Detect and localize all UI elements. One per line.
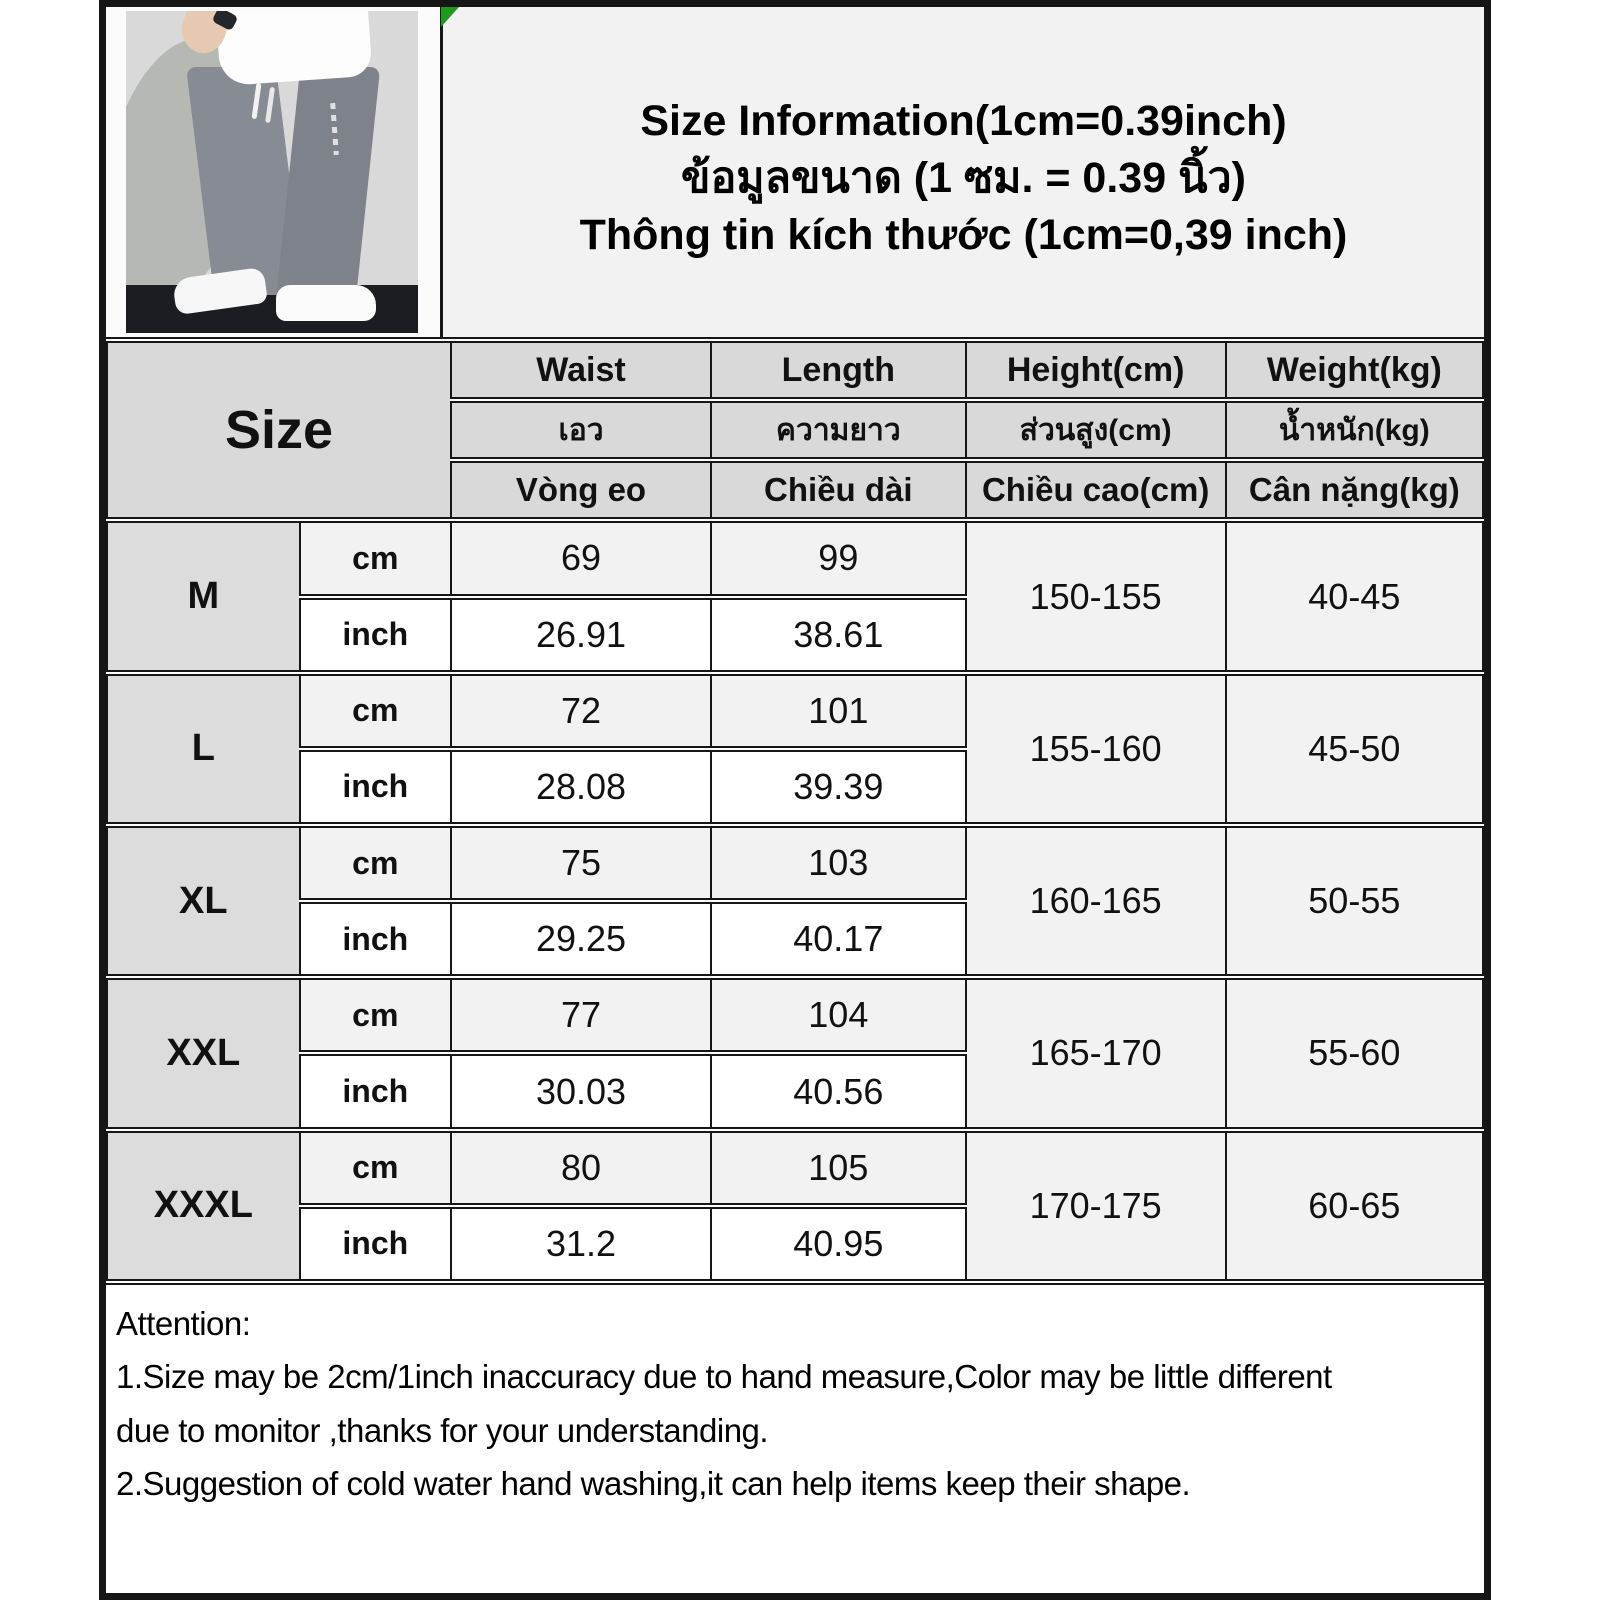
size-chart-table bbox=[106, 337, 1484, 1285]
weight-value: 60-65 bbox=[1226, 1130, 1483, 1282]
column-header-length: Length bbox=[711, 340, 966, 400]
waist-cm-value: 80 bbox=[451, 1130, 711, 1206]
weight-value: 40-45 bbox=[1226, 520, 1483, 672]
weight-value: 55-60 bbox=[1226, 977, 1483, 1129]
size-label: M bbox=[107, 520, 300, 672]
table-row-xxl-cm bbox=[107, 977, 1483, 1053]
attention-heading: Attention: bbox=[116, 1305, 251, 1342]
waist-cm-value: 77 bbox=[451, 977, 711, 1053]
size-label: XL bbox=[107, 825, 300, 977]
column-header-height-th: ส่วนสูง(cm) bbox=[966, 400, 1226, 460]
weight-value: 50-55 bbox=[1226, 825, 1483, 977]
unit-label-cm: cm bbox=[300, 520, 451, 596]
green-corner-triangle-icon bbox=[441, 7, 459, 27]
column-header-weight: Weight(kg) bbox=[1226, 340, 1483, 400]
unit-label-cm: cm bbox=[300, 977, 451, 1053]
unit-label-cm: cm bbox=[300, 1130, 451, 1206]
column-header-height-vi: Chiều cao(cm) bbox=[966, 460, 1226, 520]
column-header-waist-vi: Vòng eo bbox=[451, 460, 711, 520]
unit-label-cm: cm bbox=[300, 825, 451, 901]
pants-right-leg bbox=[276, 67, 381, 301]
height-value: 155-160 bbox=[966, 673, 1226, 825]
height-value: 170-175 bbox=[966, 1130, 1226, 1282]
size-chart-sheet bbox=[99, 0, 1491, 1600]
shoe-right bbox=[276, 285, 376, 321]
tshirt bbox=[215, 11, 372, 86]
waist-cm-value: 69 bbox=[451, 520, 711, 596]
weight-value: 45-50 bbox=[1226, 673, 1483, 825]
table-row-m-cm bbox=[107, 520, 1483, 596]
page-title-en: Size Information(1cm=0.39inch) bbox=[640, 97, 1287, 145]
length-cm-value: 99 bbox=[711, 520, 966, 596]
length-inch-value: 40.17 bbox=[711, 901, 966, 977]
waist-inch-value: 31.2 bbox=[451, 1206, 711, 1282]
size-corner-label: Size bbox=[107, 340, 451, 520]
waist-cm-value: 72 bbox=[451, 673, 711, 749]
attention-line-1b: due to monitor ,thanks for your understanding. bbox=[116, 1411, 769, 1449]
size-label: L bbox=[107, 673, 300, 825]
unit-label-inch: inch bbox=[300, 1053, 451, 1129]
unit-label-inch: inch bbox=[300, 597, 451, 673]
column-header-weight-th: น้ำหนัก(kg) bbox=[1226, 400, 1483, 460]
waist-inch-value: 30.03 bbox=[451, 1053, 711, 1129]
height-value: 150-155 bbox=[966, 520, 1226, 672]
length-cm-value: 104 bbox=[711, 977, 966, 1053]
header-row-en bbox=[107, 340, 1483, 400]
waist-cm-value: 75 bbox=[451, 825, 711, 901]
table-row-xxxl-cm bbox=[107, 1130, 1483, 1206]
column-header-weight-vi: Cân nặng(kg) bbox=[1226, 460, 1483, 520]
length-inch-value: 39.39 bbox=[711, 749, 966, 825]
unit-label-inch: inch bbox=[300, 901, 451, 977]
product-photo-panel bbox=[106, 7, 443, 337]
table-row-l-cm bbox=[107, 673, 1483, 749]
waist-inch-value: 29.25 bbox=[451, 901, 711, 977]
page-title-th: ข้อมูลขนาด (1 ซม. = 0.39 นิ้ว) bbox=[681, 154, 1246, 202]
unit-label-inch: inch bbox=[300, 1206, 451, 1282]
column-header-waist-th: เอว bbox=[451, 400, 711, 460]
length-cm-value: 105 bbox=[711, 1130, 966, 1206]
length-inch-value: 40.56 bbox=[711, 1053, 966, 1129]
size-label: XXL bbox=[107, 977, 300, 1129]
column-header-length-vi: Chiều dài bbox=[711, 460, 966, 520]
column-header-height: Height(cm) bbox=[966, 340, 1226, 400]
table-row-xl-cm bbox=[107, 825, 1483, 901]
column-header-length-th: ความยาว bbox=[711, 400, 966, 460]
product-photo bbox=[126, 11, 418, 333]
length-inch-value: 38.61 bbox=[711, 597, 966, 673]
size-label: XXXL bbox=[107, 1130, 300, 1282]
length-cm-value: 101 bbox=[711, 673, 966, 749]
waist-inch-value: 26.91 bbox=[451, 597, 711, 673]
length-cm-value: 103 bbox=[711, 825, 966, 901]
attention-line-1a: 1.Size may be 2cm/1inch inaccuracy due to hand measure,Color may be little different bbox=[116, 1358, 1332, 1396]
page-title-vi: Thông tin kích thước (1cm=0,39 inch) bbox=[579, 211, 1348, 259]
height-value: 165-170 bbox=[966, 977, 1226, 1129]
column-header-waist: Waist bbox=[451, 340, 711, 400]
unit-label-cm: cm bbox=[300, 673, 451, 749]
unit-label-inch: inch bbox=[300, 749, 451, 825]
length-inch-value: 40.95 bbox=[711, 1206, 966, 1282]
waist-inch-value: 28.08 bbox=[451, 749, 711, 825]
top-section bbox=[106, 7, 1484, 337]
attention-note bbox=[106, 1285, 1484, 1593]
title-panel bbox=[443, 7, 1484, 337]
attention-line-2: 2.Suggestion of cold water hand washing,it can help items keep their shape. bbox=[116, 1465, 1191, 1503]
height-value: 160-165 bbox=[966, 825, 1226, 977]
